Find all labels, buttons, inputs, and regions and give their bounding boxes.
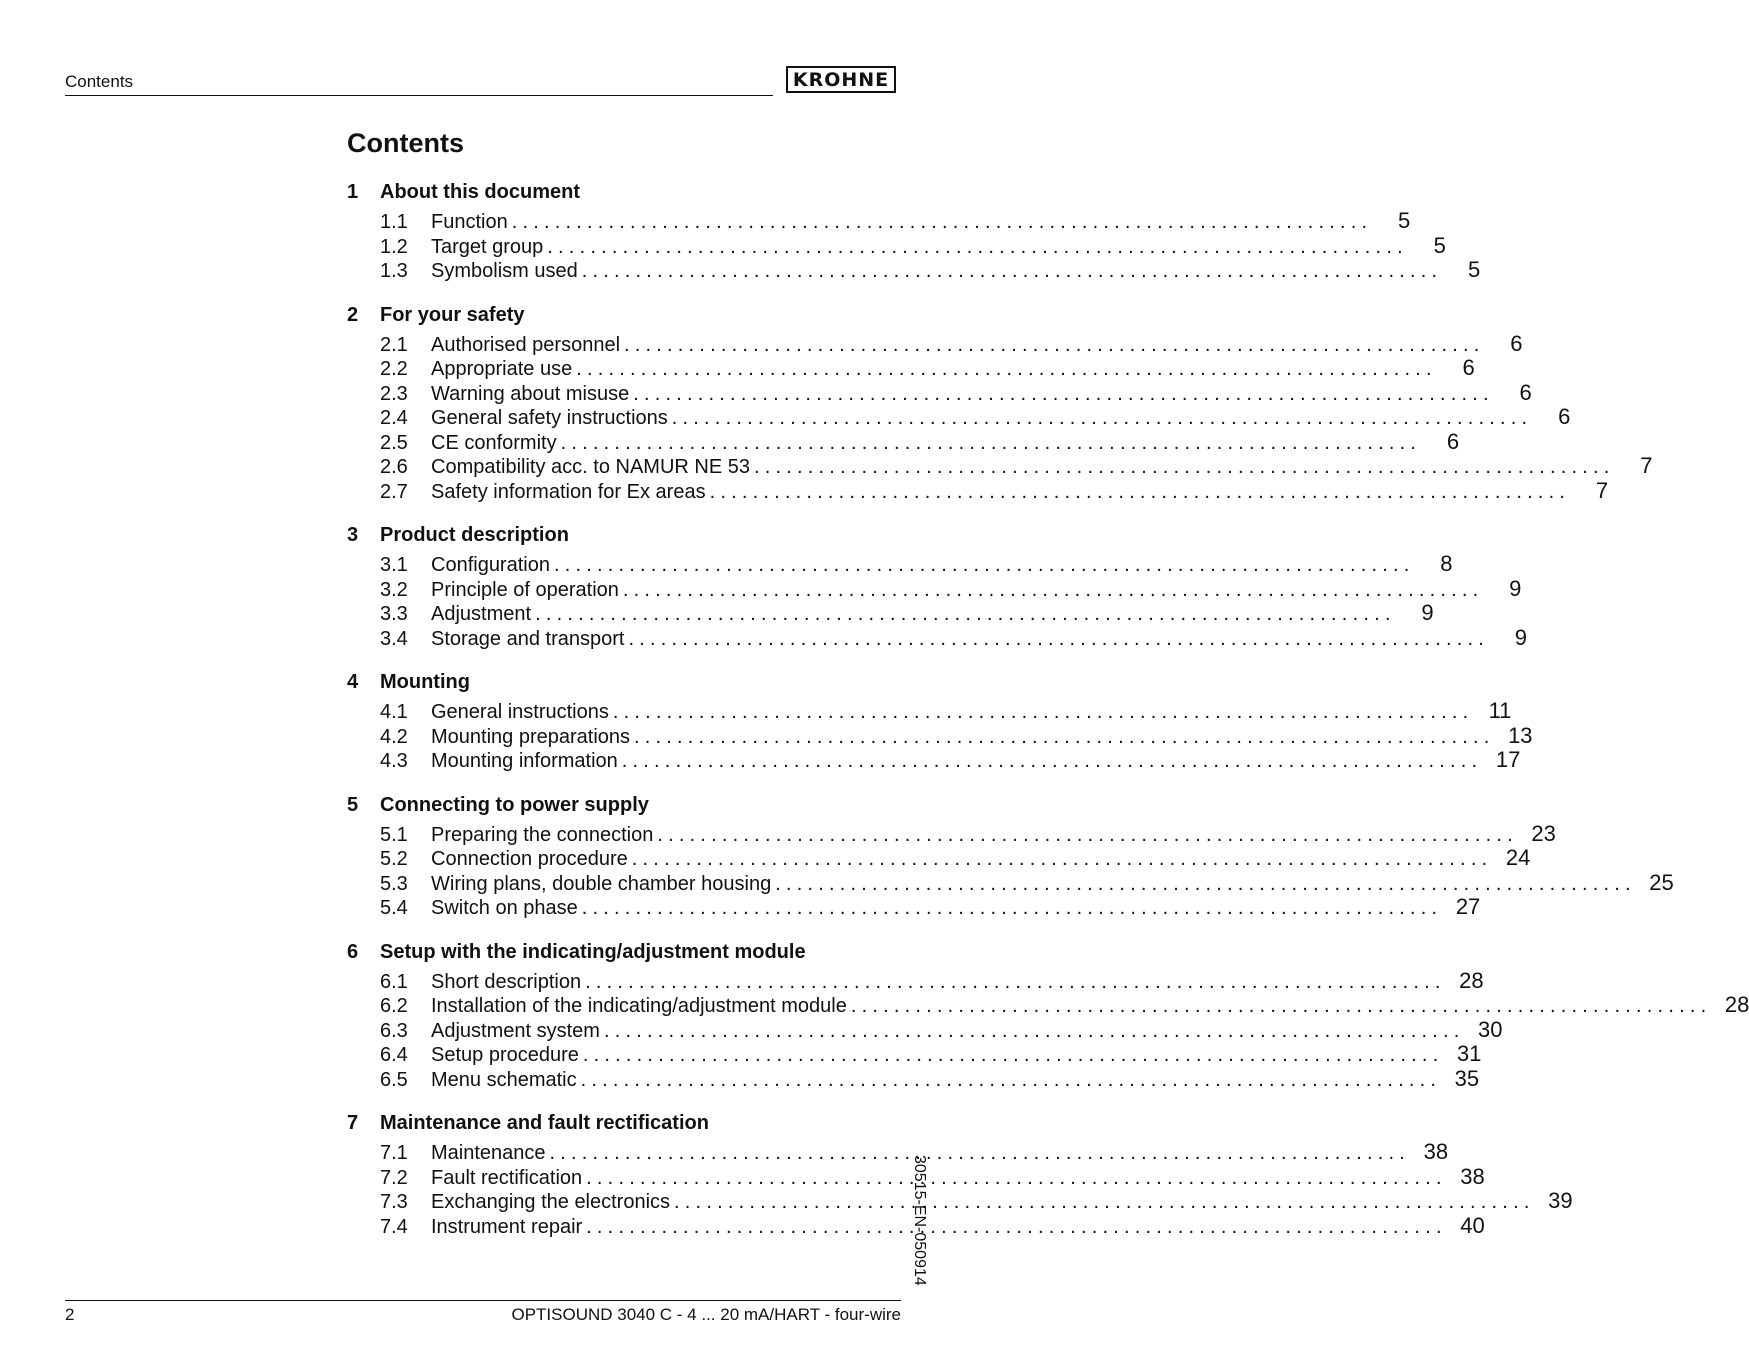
entry-title: Connection procedure (431, 848, 632, 870)
chapter-title: Product description (380, 524, 569, 546)
dot-leader: ................................................................................ (850, 995, 1712, 1017)
entry-page: 31 (1456, 1041, 1482, 1066)
entry-page: 17 (1495, 747, 1521, 772)
entry-number: 5.3 (380, 872, 408, 895)
toc-chapter (347, 938, 1749, 1092)
entry-page: 23 (1531, 820, 1556, 846)
toc-entry[interactable] (347, 1016, 1503, 1043)
entry-title: Principle of operation (431, 579, 623, 601)
entry-page: 5 (1398, 208, 1411, 233)
toc-entry[interactable] (347, 404, 1571, 430)
entry-title: CE conformity (431, 432, 561, 454)
toc-entry[interactable] (347, 428, 1460, 455)
entry-title: Menu schematic (431, 1069, 581, 1091)
entry-page: 7 (1595, 477, 1609, 503)
entry-title: Short description (431, 971, 585, 993)
entry-title-wrap (431, 578, 1483, 603)
chapter-number: 5 (347, 793, 359, 816)
dot-leader: ................................................................................ (576, 358, 1437, 380)
toc-entry[interactable] (347, 600, 1434, 626)
entry-title-wrap (431, 553, 1415, 578)
entry-title-wrap (431, 627, 1489, 652)
entry-page: 38 (1460, 1163, 1485, 1189)
entry-title: Adjustment (431, 603, 535, 625)
entry-title-wrap (431, 1215, 1447, 1240)
entry-number: 7.2 (380, 1166, 408, 1189)
entry-title: Storage and transport (431, 628, 628, 650)
entry-number: 5.1 (380, 823, 408, 846)
chapter-number: 3 (347, 524, 359, 546)
entry-number: 3.1 (380, 554, 408, 576)
entry-title-wrap (431, 480, 1570, 505)
dot-leader: ................................................................................ (535, 603, 1396, 625)
entry-title-wrap (431, 847, 1492, 872)
chapter-title: For your safety (380, 303, 525, 326)
entry-number: 1.3 (380, 260, 408, 282)
entry-title: Installation of the indicating/adjustment module (431, 995, 851, 1017)
entry-title: Adjustment system (431, 1020, 604, 1042)
entry-number: 3.3 (380, 603, 408, 625)
dot-leader: ................................................................................ (549, 1142, 1411, 1164)
entry-page: 28 (1724, 992, 1749, 1017)
toc-entry[interactable] (347, 747, 1521, 773)
chapter-heading[interactable] (347, 791, 902, 819)
entry-title-wrap (431, 1190, 1535, 1215)
entry-page: 30 (1478, 1016, 1503, 1042)
entry-title-wrap (431, 235, 1408, 260)
dot-leader: ................................................................................ (628, 627, 1489, 650)
chapter-heading[interactable] (347, 301, 902, 329)
entry-title: Warning about misuse (431, 383, 633, 405)
entry-title: Appropriate use (431, 358, 576, 380)
dot-leader: ................................................................................ (547, 235, 1408, 258)
entry-number: 4.2 (380, 725, 408, 748)
toc-entry[interactable] (347, 355, 1475, 381)
entry-title: Maintenance (431, 1142, 550, 1164)
chapter-number: 1 (347, 181, 359, 203)
page-number: 2 (65, 1305, 75, 1324)
toc-chapter (347, 791, 1674, 920)
entry-page: 25 (1649, 869, 1674, 895)
entry-title-wrap (431, 872, 1636, 897)
entry-title: General instructions (431, 701, 613, 723)
entry-number: 3.2 (380, 578, 408, 601)
chapter-title: About this document (380, 181, 580, 203)
dot-leader: ................................................................................ (553, 554, 1415, 576)
entry-page: 27 (1455, 894, 1481, 919)
entry-page: 35 (1454, 1065, 1480, 1091)
entry-number: 2.1 (380, 333, 408, 356)
entry-number: 6.4 (380, 1044, 408, 1066)
document-title: OPTISOUND 3040 C - 4 ... 20 mA/HART - four-wire (511, 1305, 901, 1324)
toc-entry[interactable] (347, 722, 1533, 749)
entry-title-wrap (431, 749, 1482, 774)
entry-title: Preparing the connection (431, 824, 657, 846)
chapter-number: 2 (347, 303, 359, 326)
toc-entry[interactable] (347, 1188, 1573, 1214)
toc-entry[interactable] (347, 1163, 1485, 1190)
entry-title: Setup procedure (431, 1044, 583, 1066)
chapter-title: Mounting (380, 671, 470, 693)
toc-entry[interactable] (347, 232, 1446, 259)
running-header: Contents (65, 72, 134, 91)
entry-page: 28 (1459, 967, 1484, 993)
entry-title-wrap (431, 994, 1711, 1019)
entry-title-wrap (431, 970, 1446, 995)
dot-leader: ................................................................................ (560, 431, 1422, 454)
toc-entry[interactable] (347, 551, 1453, 577)
entry-title: Switch on phase (431, 897, 582, 919)
toc-entry[interactable] (347, 379, 1532, 406)
entry-title: Compatibility acc. to NAMUR NE 53 (431, 456, 754, 478)
entry-page: 6 (1558, 404, 1571, 429)
entry-title-wrap (431, 259, 1442, 284)
entry-number: 2.7 (380, 480, 408, 503)
chapter-heading[interactable] (347, 178, 902, 206)
toc-entry[interactable] (347, 698, 1512, 724)
document-code: 30515-EN-050914 (911, 1155, 928, 1286)
dot-leader: ................................................................................ (585, 970, 1446, 993)
krohne-logo: KROHNE (786, 66, 896, 93)
entry-title-wrap (431, 896, 1442, 921)
dot-leader: ................................................................................ (580, 1068, 1442, 1091)
dot-leader: ................................................................................ (612, 701, 1474, 723)
entry-title-wrap (431, 210, 1372, 235)
entry-number: 5.2 (380, 848, 408, 870)
entry-number: 6.5 (380, 1068, 408, 1091)
entry-title-wrap (431, 1068, 1441, 1093)
entry-title: Mounting preparations (431, 726, 634, 748)
entry-number: 5.4 (380, 897, 408, 919)
page-title: Contents (347, 128, 464, 158)
dot-leader: ................................................................................ (511, 211, 1373, 233)
dot-leader: ................................................................................ (581, 260, 1443, 282)
entry-title-wrap (431, 406, 1532, 431)
entry-page: 9 (1514, 624, 1527, 650)
entry-number: 2.5 (380, 431, 408, 454)
entry-page: 40 (1460, 1212, 1485, 1238)
dot-leader: ................................................................................ (634, 725, 1495, 748)
toc-chapter (347, 521, 1527, 650)
toc-entry[interactable] (347, 894, 1481, 920)
entry-title-wrap (431, 602, 1396, 627)
entry-page: 6 (1510, 330, 1523, 356)
entry-title: Authorised personnel (431, 334, 624, 356)
footer-divider (65, 1300, 901, 1301)
entry-page: 9 (1421, 600, 1434, 625)
chapter-heading[interactable] (347, 521, 902, 549)
entry-title: Instrument repair (431, 1216, 586, 1238)
entry-number: 4.3 (380, 750, 408, 772)
entry-number: 2.6 (380, 456, 408, 478)
entry-page: 7 (1640, 453, 1653, 478)
entry-page: 6 (1446, 428, 1460, 454)
chapter-title: Setup with the indicating/adjustment module (380, 940, 806, 963)
entry-number: 7.1 (380, 1142, 408, 1164)
entry-number: 6.1 (380, 970, 408, 993)
toc-entry[interactable] (347, 453, 1653, 479)
entry-page: 6 (1519, 379, 1532, 405)
entry-number: 1.2 (380, 235, 408, 258)
entry-title: Exchanging the electronics (431, 1191, 674, 1213)
dot-leader: ................................................................................ (582, 1044, 1444, 1066)
entry-page: 6 (1462, 355, 1475, 380)
entry-title: Configuration (431, 554, 554, 576)
toc-entry[interactable] (347, 869, 1674, 896)
dot-leader: ................................................................................ (631, 848, 1493, 870)
toc-entry[interactable] (347, 624, 1527, 651)
chapter-number: 7 (347, 1112, 359, 1134)
dot-leader: ................................................................................ (621, 750, 1483, 772)
entry-title: General safety instructions (431, 407, 672, 429)
chapter-title: Maintenance and fault rectification (380, 1112, 709, 1134)
entry-page: 9 (1509, 575, 1522, 601)
dot-leader: ................................................................................ (581, 897, 1443, 919)
toc-entry[interactable] (347, 575, 1522, 602)
toc-entry[interactable] (347, 967, 1484, 994)
entry-title-wrap (431, 725, 1495, 750)
toc-entry[interactable] (347, 1065, 1480, 1092)
dot-leader: ................................................................................ (657, 823, 1518, 846)
toc-entry[interactable] (347, 992, 1749, 1018)
dot-leader: ................................................................................ (775, 872, 1636, 895)
entry-title-wrap (431, 1043, 1443, 1068)
toc-entry[interactable] (347, 1139, 1449, 1165)
entry-title: Fault rectification (431, 1167, 586, 1189)
header-divider (65, 95, 773, 96)
entry-number: 3.4 (380, 627, 408, 650)
entry-title: Wiring plans, double chamber housing (431, 873, 775, 895)
chapter-heading[interactable] (347, 938, 902, 966)
entry-title-wrap (431, 1166, 1447, 1191)
dot-leader: ................................................................................ (671, 407, 1533, 429)
entry-title-wrap (431, 455, 1615, 480)
entry-number: 2.3 (380, 382, 408, 405)
entry-title-wrap (431, 357, 1437, 382)
toc-chapter (347, 178, 1481, 283)
toc-chapter (347, 301, 1653, 504)
dot-leader: ................................................................................ (709, 480, 1571, 503)
entry-title: Mounting information (431, 750, 622, 772)
entry-title: Safety information for Ex areas (431, 481, 710, 503)
chapter-number: 4 (347, 671, 359, 693)
toc-entry[interactable] (347, 845, 1531, 871)
entry-number: 2.4 (380, 407, 408, 429)
entry-number: 6.3 (380, 1019, 408, 1042)
dot-leader: ................................................................................ (586, 1166, 1447, 1189)
entry-title-wrap (431, 1019, 1464, 1044)
toc-entry[interactable] (347, 477, 1609, 504)
toc-entry[interactable] (347, 1212, 1485, 1239)
dot-leader: ................................................................................ (624, 333, 1485, 356)
chapter-number: 6 (347, 940, 359, 963)
entry-title: Function (431, 211, 512, 233)
entry-title-wrap (431, 823, 1518, 848)
toc-entry[interactable] (347, 820, 1556, 847)
dot-leader: ................................................................................ (753, 456, 1615, 478)
dot-leader: ................................................................................ (674, 1191, 1535, 1213)
chapter-heading[interactable] (347, 668, 902, 696)
chapter-title: Connecting to power supply (380, 793, 649, 816)
entry-title-wrap (431, 382, 1494, 407)
entry-number: 2.2 (380, 358, 408, 380)
entry-title-wrap (431, 333, 1485, 358)
toc-entry[interactable] (347, 257, 1481, 283)
toc-entry[interactable] (347, 330, 1523, 357)
entry-number: 4.1 (380, 701, 408, 723)
entry-page: 39 (1548, 1188, 1573, 1213)
entry-page: 11 (1488, 698, 1512, 723)
dot-leader: ................................................................................ (622, 578, 1484, 601)
entry-title-wrap (431, 431, 1421, 456)
entry-number: 1.1 (380, 211, 408, 233)
toc-chapter (347, 668, 1533, 773)
dot-leader: ................................................................................ (603, 1019, 1465, 1042)
entry-page: 38 (1423, 1139, 1449, 1164)
entry-number: 6.2 (380, 995, 408, 1017)
dot-leader: ................................................................................ (586, 1215, 1447, 1238)
toc-entry[interactable] (347, 208, 1411, 234)
entry-title: Symbolism used (431, 260, 582, 282)
entry-page: 5 (1433, 232, 1446, 258)
entry-title-wrap (431, 700, 1473, 725)
toc-entry[interactable] (347, 1041, 1482, 1067)
entry-page: 5 (1468, 257, 1481, 282)
entry-page: 24 (1505, 845, 1531, 870)
entry-number: 7.4 (380, 1215, 408, 1238)
dot-leader: ................................................................................ (633, 382, 1494, 405)
entry-number: 7.3 (380, 1191, 408, 1213)
entry-page: 13 (1508, 722, 1533, 748)
entry-page: 8 (1440, 551, 1453, 576)
entry-title: Target group (431, 236, 547, 258)
chapter-heading[interactable] (347, 1109, 902, 1137)
